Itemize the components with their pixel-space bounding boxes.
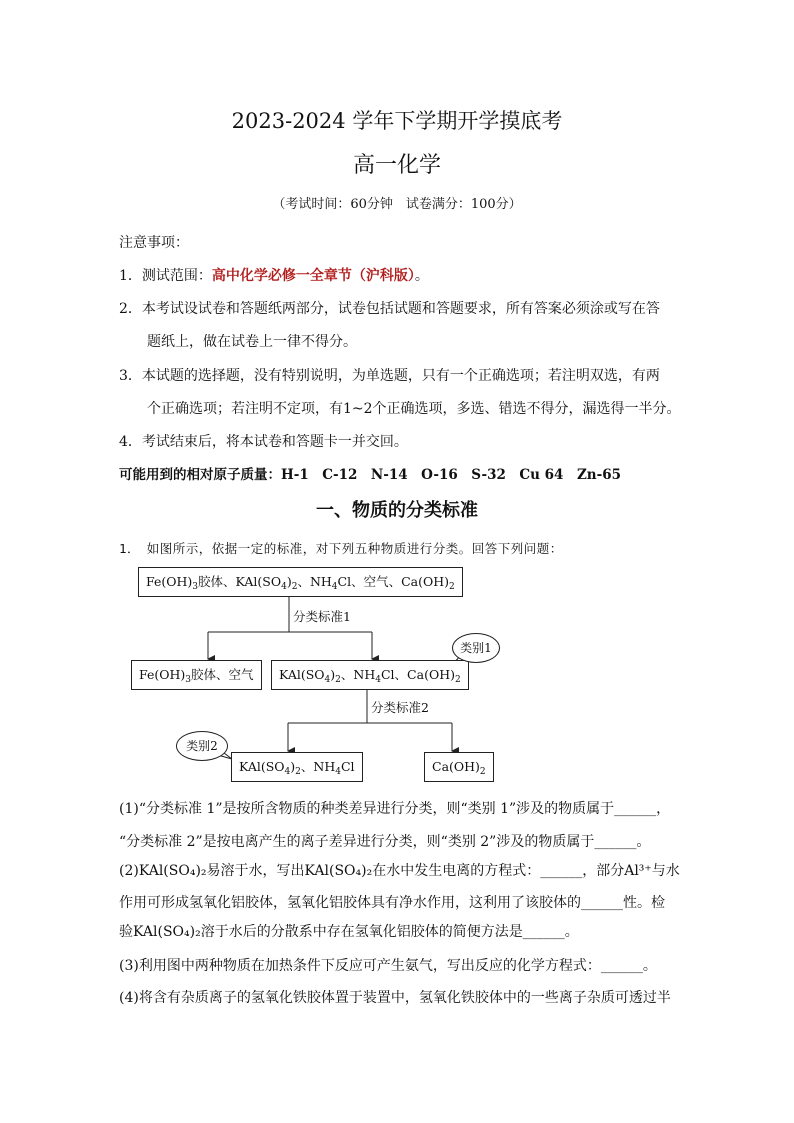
box-all-substances: $Fe(OH)_3$胶体、$KAl(SO_4)_2$、$NH_4Cl$、空气、$Ca(OH)_2$	[138, 567, 463, 597]
bubble-category-2: 类别2	[176, 731, 228, 761]
exam-title: 2023-2024 学年下学期开学摸底考	[231, 109, 563, 133]
question-1-intro: 1． 如图所示，依据一定的标准，对下列五种物质进行分类。回答下列问题：	[119, 541, 563, 556]
note-item-4: 4．考试结束后，将本试卷和答题卡一并交回。	[119, 434, 408, 450]
note-item-1-suffix: 。	[414, 268, 429, 284]
box-right-group: $KAl(SO_4)_2$、$NH_4Cl$、$Ca(OH)_2$	[271, 660, 469, 690]
subquestion-4: (4)将含有杂质离子的氢氧化铁胶体置于装置中，氢氧化铁胶体中的一些离子杂质可透过半	[119, 990, 671, 1006]
subquestion-2-line-1: (2)KAl(SO₄)₂易溶于水，写出KAl(SO₄)₂在水中发生电离的方程式：______，部分Al³⁺与水	[119, 863, 680, 879]
note-item-3-line-2: 个正确选项；若注明不定项，有1~2个正确选项，多选、错选不得分，漏选得一半分。	[147, 401, 681, 417]
exam-info: （考试时间：60分钟 试卷满分：100分）	[272, 197, 522, 212]
exam-subject: 高一化学	[352, 153, 441, 178]
note-item-1-prefix: 1．测试范围：	[119, 268, 212, 284]
box-bottom-right: $Ca(OH)_2$	[424, 752, 494, 782]
subquestion-1-line-2: “分类标准 2”是按电离产生的离子差异进行分类，则“类别 2”涉及的物质属于______。	[119, 834, 651, 850]
note-item-1-highlight: 高中化学必修一全章节（沪科版）	[211, 268, 415, 284]
note-item-3-line-1: 3．本试题的选择题，没有特别说明，为单选题，只有一个正确选项；若注明双选，有两	[119, 368, 660, 384]
subquestion-2-line-3: 验KAl(SO₄)₂溶于水后的分散系中存在氢氧化铝胶体的简便方法是______。	[119, 924, 579, 940]
note-item-2-line-2: 题纸上，做在试卷上一律不得分。	[147, 334, 357, 350]
atomic-masses: 可能用到的相对原子质量：H-1 C-12 N-14 O-16 S-32 Cu 64 Zn-65	[119, 467, 621, 483]
subquestion-1-line-1: (1)“分类标准 1”是按所含物质的种类差异进行分类，则“类别 1”涉及的物质属于______，	[119, 801, 671, 817]
notes-heading: 注意事项：	[119, 235, 189, 251]
box-bottom-left: $KAl(SO_4)_2$、$NH_4Cl$	[231, 752, 363, 782]
label-standard-1: 分类标准1	[293, 609, 351, 624]
note-item-2-line-1: 2．本考试设试卷和答题纸两部分，试卷包括试题和答题要求，所有答案必须涂或写在答	[119, 301, 660, 317]
subquestion-3: (3)利用图中两种物质在加热条件下反应可产生氨气，写出反应的化学方程式：______。	[119, 958, 657, 974]
box-left-group: $Fe(OH)_3$胶体、空气	[131, 660, 262, 690]
subquestion-2-line-2: 作用可形成氢氧化铝胶体，氢氧化铝胶体具有净水作用，这利用了该胶体的______性。检	[119, 895, 665, 911]
label-standard-2: 分类标准2	[371, 700, 429, 715]
section-title: 一、物质的分类标准	[316, 500, 478, 521]
bubble-category-1: 类别1	[452, 633, 500, 663]
